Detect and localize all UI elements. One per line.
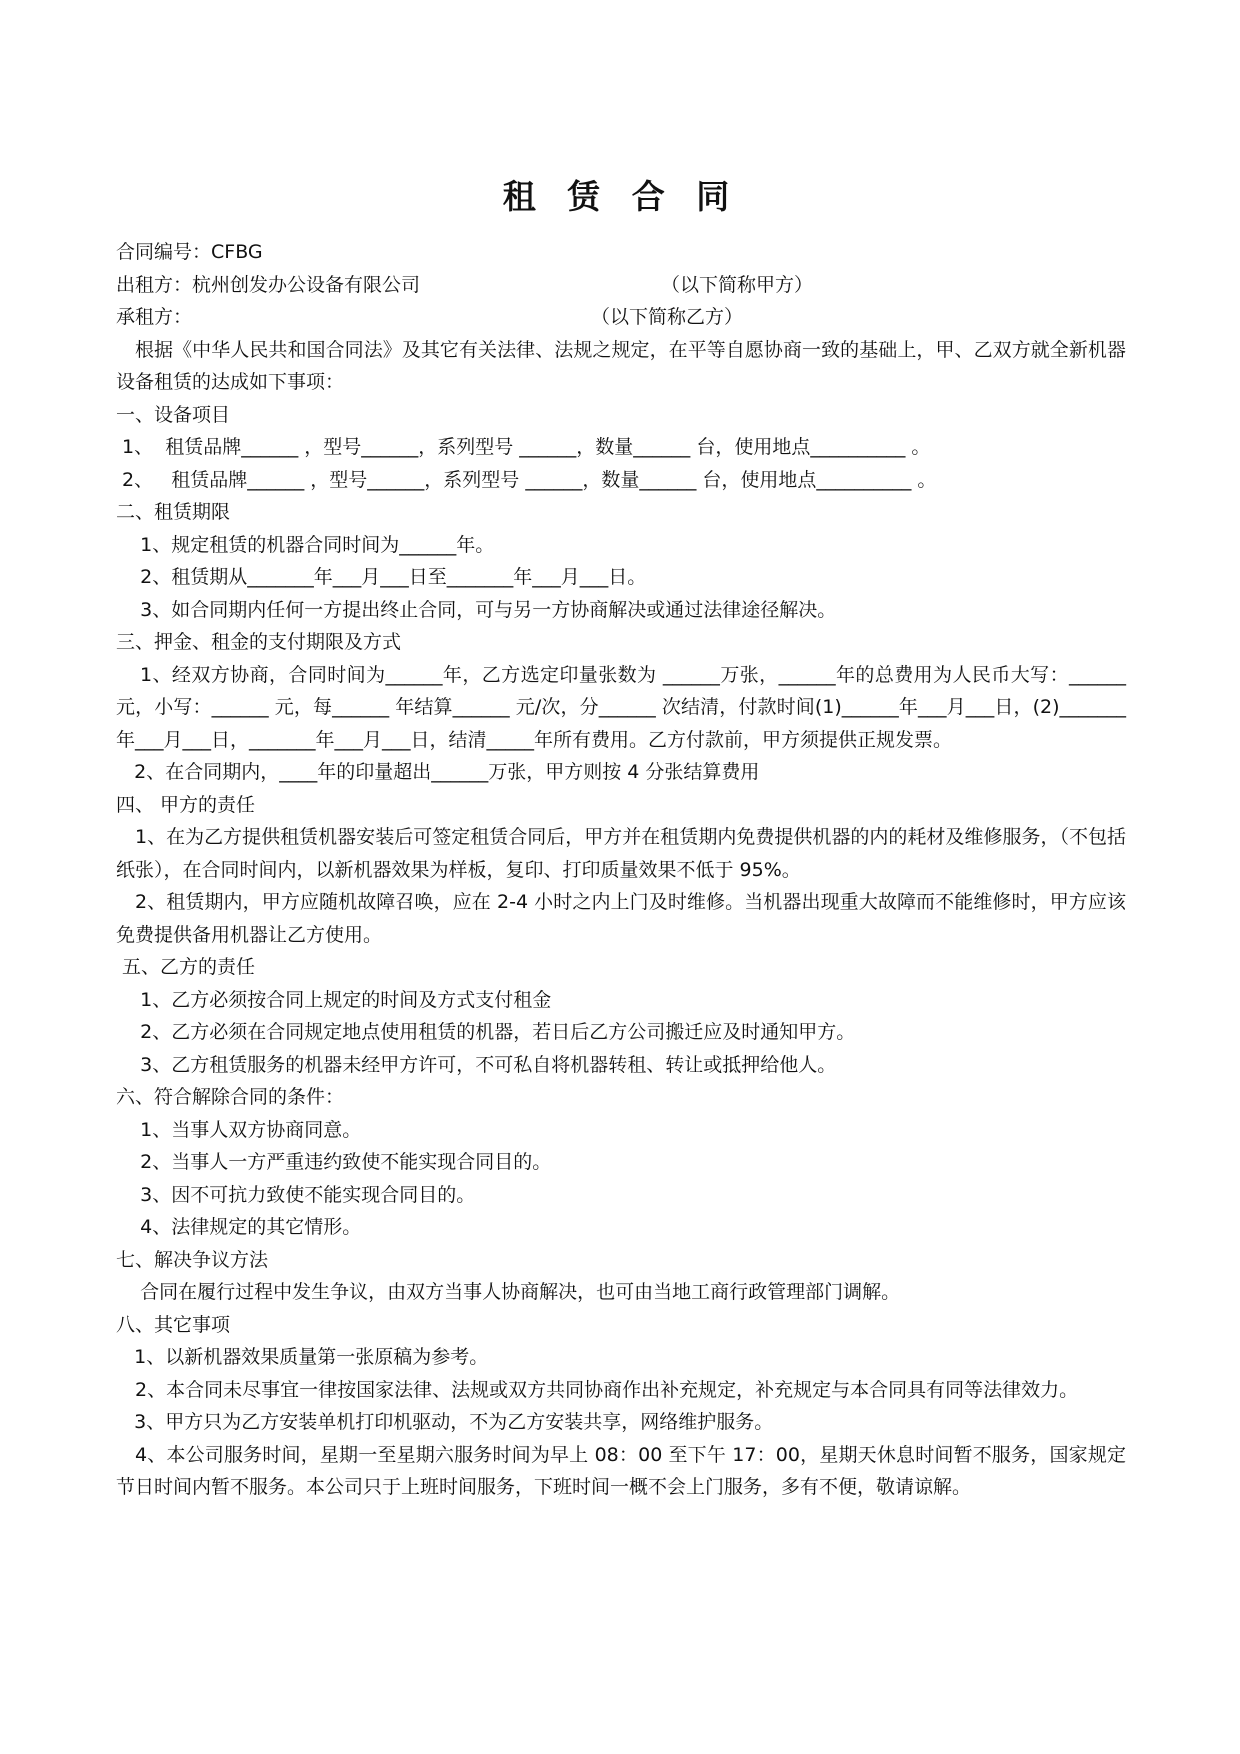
section-1-item-1: 1、 租赁品牌______ ，型号______，系列型号 ______，数量______ 台，使用地点__________ 。 xyxy=(116,436,931,458)
section-6-item-1: 1、当事人双方协商同意。 xyxy=(116,1118,362,1141)
lessee-note: （以下简称乙方） xyxy=(591,306,744,328)
section-1-heading: 一、设备项目 xyxy=(116,403,231,426)
section-5-item-1: 1、乙方必须按合同上规定的时间及方式支付租金 xyxy=(116,988,552,1011)
section-7-heading: 七、解决争议方法 xyxy=(116,1248,269,1271)
section-5-item-3: 3、乙方租赁服务的机器未经甲方许可，不可私自将机器转租、转让或抵押给他人。 xyxy=(116,1053,837,1076)
lessor-name: 出租方：杭州创发办公设备有限公司 xyxy=(116,273,421,296)
section-8-paragraph-2: 2、本合同未尽事宜一律按国家法律、法规或双方共同协商作出补充规定，补充规定与本合同具有同等法律效力。 xyxy=(135,1378,1079,1401)
section-8-item-1: 1、以新机器效果质量第一张原稿为参考。 xyxy=(116,1346,489,1368)
section-8-paragraph-4: 4、本公司服务时间，星期一至星期六服务时间为早上 08：00 至下午 17：00，星期天休息时间暂不服务，国家规定节日时间内暂不服务。本公司只于上班时间服务，下班时间一概不会上门服务，多有不便，敬请谅解。 xyxy=(116,1443,1126,1498)
section-6-item-4: 4、法律规定的其它情形。 xyxy=(116,1216,362,1238)
lessee-name: 承租方： xyxy=(116,306,193,328)
section-2-item-2: 2、租赁期从_______年___月___日至_______年___月___日。 xyxy=(116,566,647,588)
section-2-item-1: 1、规定租赁的机器合同时间为______年。 xyxy=(116,533,495,556)
lessor-note: （以下简称甲方） xyxy=(661,273,814,296)
section-4-paragraph-1: 1、在为乙方提供租赁机器安装后可签定租赁合同后，甲方并在租赁期内免费提供机器的内的耗材及维修服务，（不包括纸张），在合同时间内，以新机器效果为样板，复印、打印质量效果不低于 95%。 xyxy=(116,826,1126,881)
section-1-item-2: 2、 租赁品牌______ ，型号______，系列型号 ______，数量______ 台，使用地点__________ 。 xyxy=(116,468,937,491)
section-4-paragraph-2: 2、租赁期内，甲方应随机故障召唤，应在 2-4 小时之内上门及时维修。当机器出现重大故障而不能维修时，甲方应该免费提供备用机器让乙方使用。 xyxy=(116,891,1126,946)
section-8-item-3: 3、甲方只为乙方安装单机打印机驱动，不为乙方安装共享，网络维护服务。 xyxy=(116,1411,774,1433)
section-3-heading: 三、押金、租金的支付期限及方式 xyxy=(116,631,402,653)
section-5-heading: 五、乙方的责任 xyxy=(116,956,256,978)
contract-number: 合同编号：CFBG xyxy=(116,241,263,263)
section-2-heading: 二、租赁期限 xyxy=(116,501,231,523)
section-6-item-3: 3、因不可抗力致使不能实现合同目的。 xyxy=(116,1183,476,1206)
section-2-item-3: 3、如合同期内任何一方提出终止合同，可与另一方协商解决或通过法律途径解决。 xyxy=(116,598,837,621)
section-8-heading: 八、其它事项 xyxy=(116,1313,231,1336)
section-6-item-2: 2、当事人一方严重违约致使不能实现合同目的。 xyxy=(116,1151,552,1173)
contract-page xyxy=(116,170,1126,1504)
section-6-heading: 六、符合解除合同的条件： xyxy=(116,1086,345,1108)
lessee-row xyxy=(116,301,1126,334)
section-7-text: 合同在履行过程中发生争议，由双方当事人协商解决，也可由当地工商行政管理部门调解。 xyxy=(116,1281,901,1303)
lessor-row xyxy=(116,269,1126,302)
section-4-heading: 四、 甲方的责任 xyxy=(116,793,256,816)
section-5-item-2: 2、乙方必须在合同规定地点使用租赁的机器，若日后乙方公司搬迁应及时通知甲方。 xyxy=(116,1021,856,1043)
section-3-item-2: 2、在合同期内，____年的印量超出______万张，甲方则按 4 分张结算费用 xyxy=(116,761,760,783)
section-3-paragraph-1: 1、经双方协商，合同时间为______年，乙方选定印量张数为 ______万张，______年的总费用为人民币大写：______ 元，小写：______ 元，每______ 年结算______ 元/次，分______ 次结清，付款时间(1)______年___月___日，(2)_______年___月___日，_______年___月___日，结清_____年所有费用。乙方付款前，甲方须提供正规发票。 xyxy=(116,663,1126,751)
intro-paragraph: 根据《中华人民共和国合同法》及其它有关法律、法规之规定，在平等自愿协商一致的基础上，甲、乙双方就全新机器设备租赁的达成如下事项： xyxy=(116,338,1126,393)
document-title: 租 赁 合 同 xyxy=(502,177,740,216)
